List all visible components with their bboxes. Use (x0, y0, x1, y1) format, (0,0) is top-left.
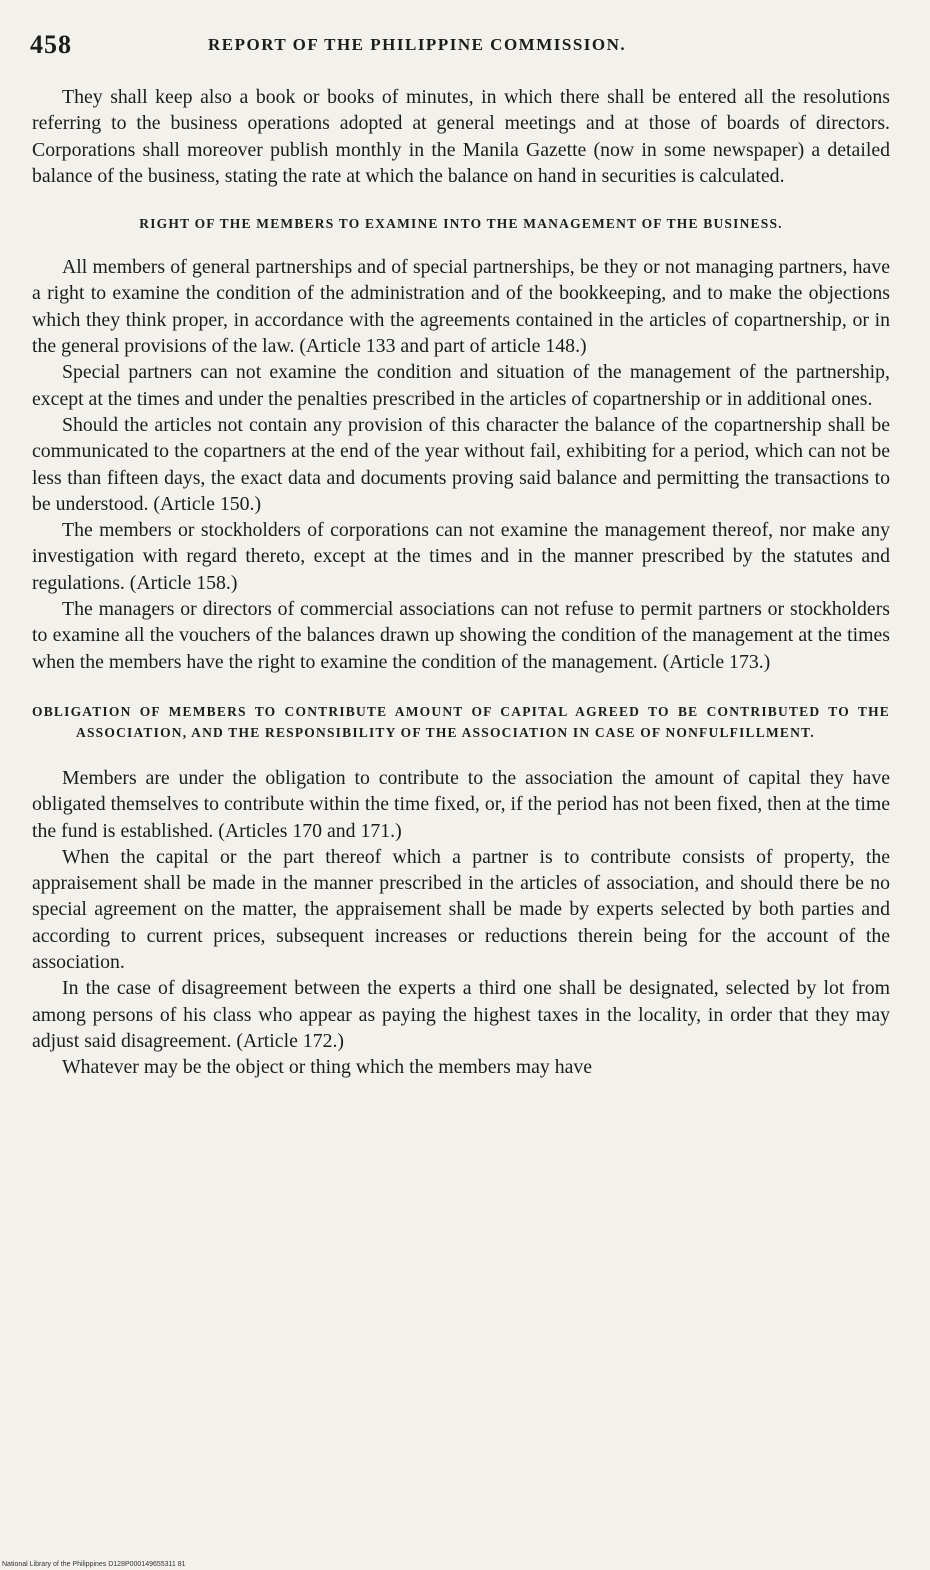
paragraph: They shall keep also a book or books of minutes, in which there shall be entered all the resolutions referring to the business operations adopted at general meetings and at those of boards of directors. Corporations shall moreover publish monthly in the Manila Gazette (now in some newspaper) a detailed balance of the business, stating the rate at which the balance on hand in securities is calculated. (32, 86, 890, 187)
paragraph: Members are under the obligation to contribute to the association the amount of capital they have obligated themselves to contribute within the time fixed, or, if the period has not been fixed, then at the time the fund is established. (Articles 170 and 171.) (32, 766, 890, 842)
body-text (32, 84, 890, 1081)
paragraph: In the case of disagreement between the experts a third one shall be designated, selected by lot from among persons of his class who appear as paying the highest taxes in the locality, in order that they may adjust said disagreement. (Article 172.) (32, 977, 890, 1052)
page-number: 458 (30, 30, 72, 59)
paragraph: All members of general partnerships and of special partnerships, be they or not managing partners, have a right to examine the condition of the administration and of the bookkeeping, and to make the objections which they think proper, in accordance with the agreements contained in the articles of copartnership, or in the general provisions of the law. (Article 133 and part of article 148.) (32, 256, 890, 358)
paragraph: The managers or directors of commercial associations can not refuse to permit partners or stockholders to examine all the vouchers of the balances drawn up showing the condition of the management at the times when the members have the right to examine the condition of the management. (Article 173.) (32, 598, 890, 673)
paragraph: The members or stockholders of corporations can not examine the management thereof, nor make any investigation with regard thereto, except at the times and in the manner prescribed by the statutes and regulations. (Article 158.) (32, 519, 890, 594)
paragraph: Should the articles not contain any provision of this character the balance of the copartnership shall be communicated to the copartners at the end of the year without fail, exhibiting for a period, which can not be less than fifteen days, the exact data and documents proving said balance and permitting the transactions to be understood. (Article 150.) (32, 413, 890, 515)
paragraph: Special partners can not examine the condition and situation of the management of the partnership, except at the times and under the penalties prescribed in the articles of copartnership or in additional ones. (32, 361, 890, 410)
page-header (30, 30, 900, 64)
section-heading-right-to-examine: RIGHT OF THE MEMBERS TO EXAMINE INTO THE MANAGEMENT OF THE BUSINESS. (139, 216, 783, 232)
section-heading-obligation-to-contribute: OBLIGATION OF MEMBERS TO CONTRIBUTE AMOUNT OF CAPITAL AGREED TO BE CONTRIBUTED TO THE ASSOCIATION, AND THE RESPONSIBILITY OF THE ASSOCIATION IN CASE OF NONFULFILLMENT. (32, 703, 890, 740)
running-head: REPORT OF THE PHILIPPINE COMMISSION. (208, 35, 627, 54)
source-footer: National Library of the Philippines D128P000149655311 81 (2, 1561, 186, 1568)
paragraph: When the capital or the part thereof which a partner is to contribute consists of property, the appraisement shall be made in the manner prescribed in the articles of association, and should there be no special agreement on the matter, the appraisement shall be made by experts selected by both parties and according to current prices, subsequent increases or reductions therein being for the account of the association. (32, 845, 890, 974)
paragraph: Whatever may be the object or thing which the members may have (62, 1056, 593, 1079)
